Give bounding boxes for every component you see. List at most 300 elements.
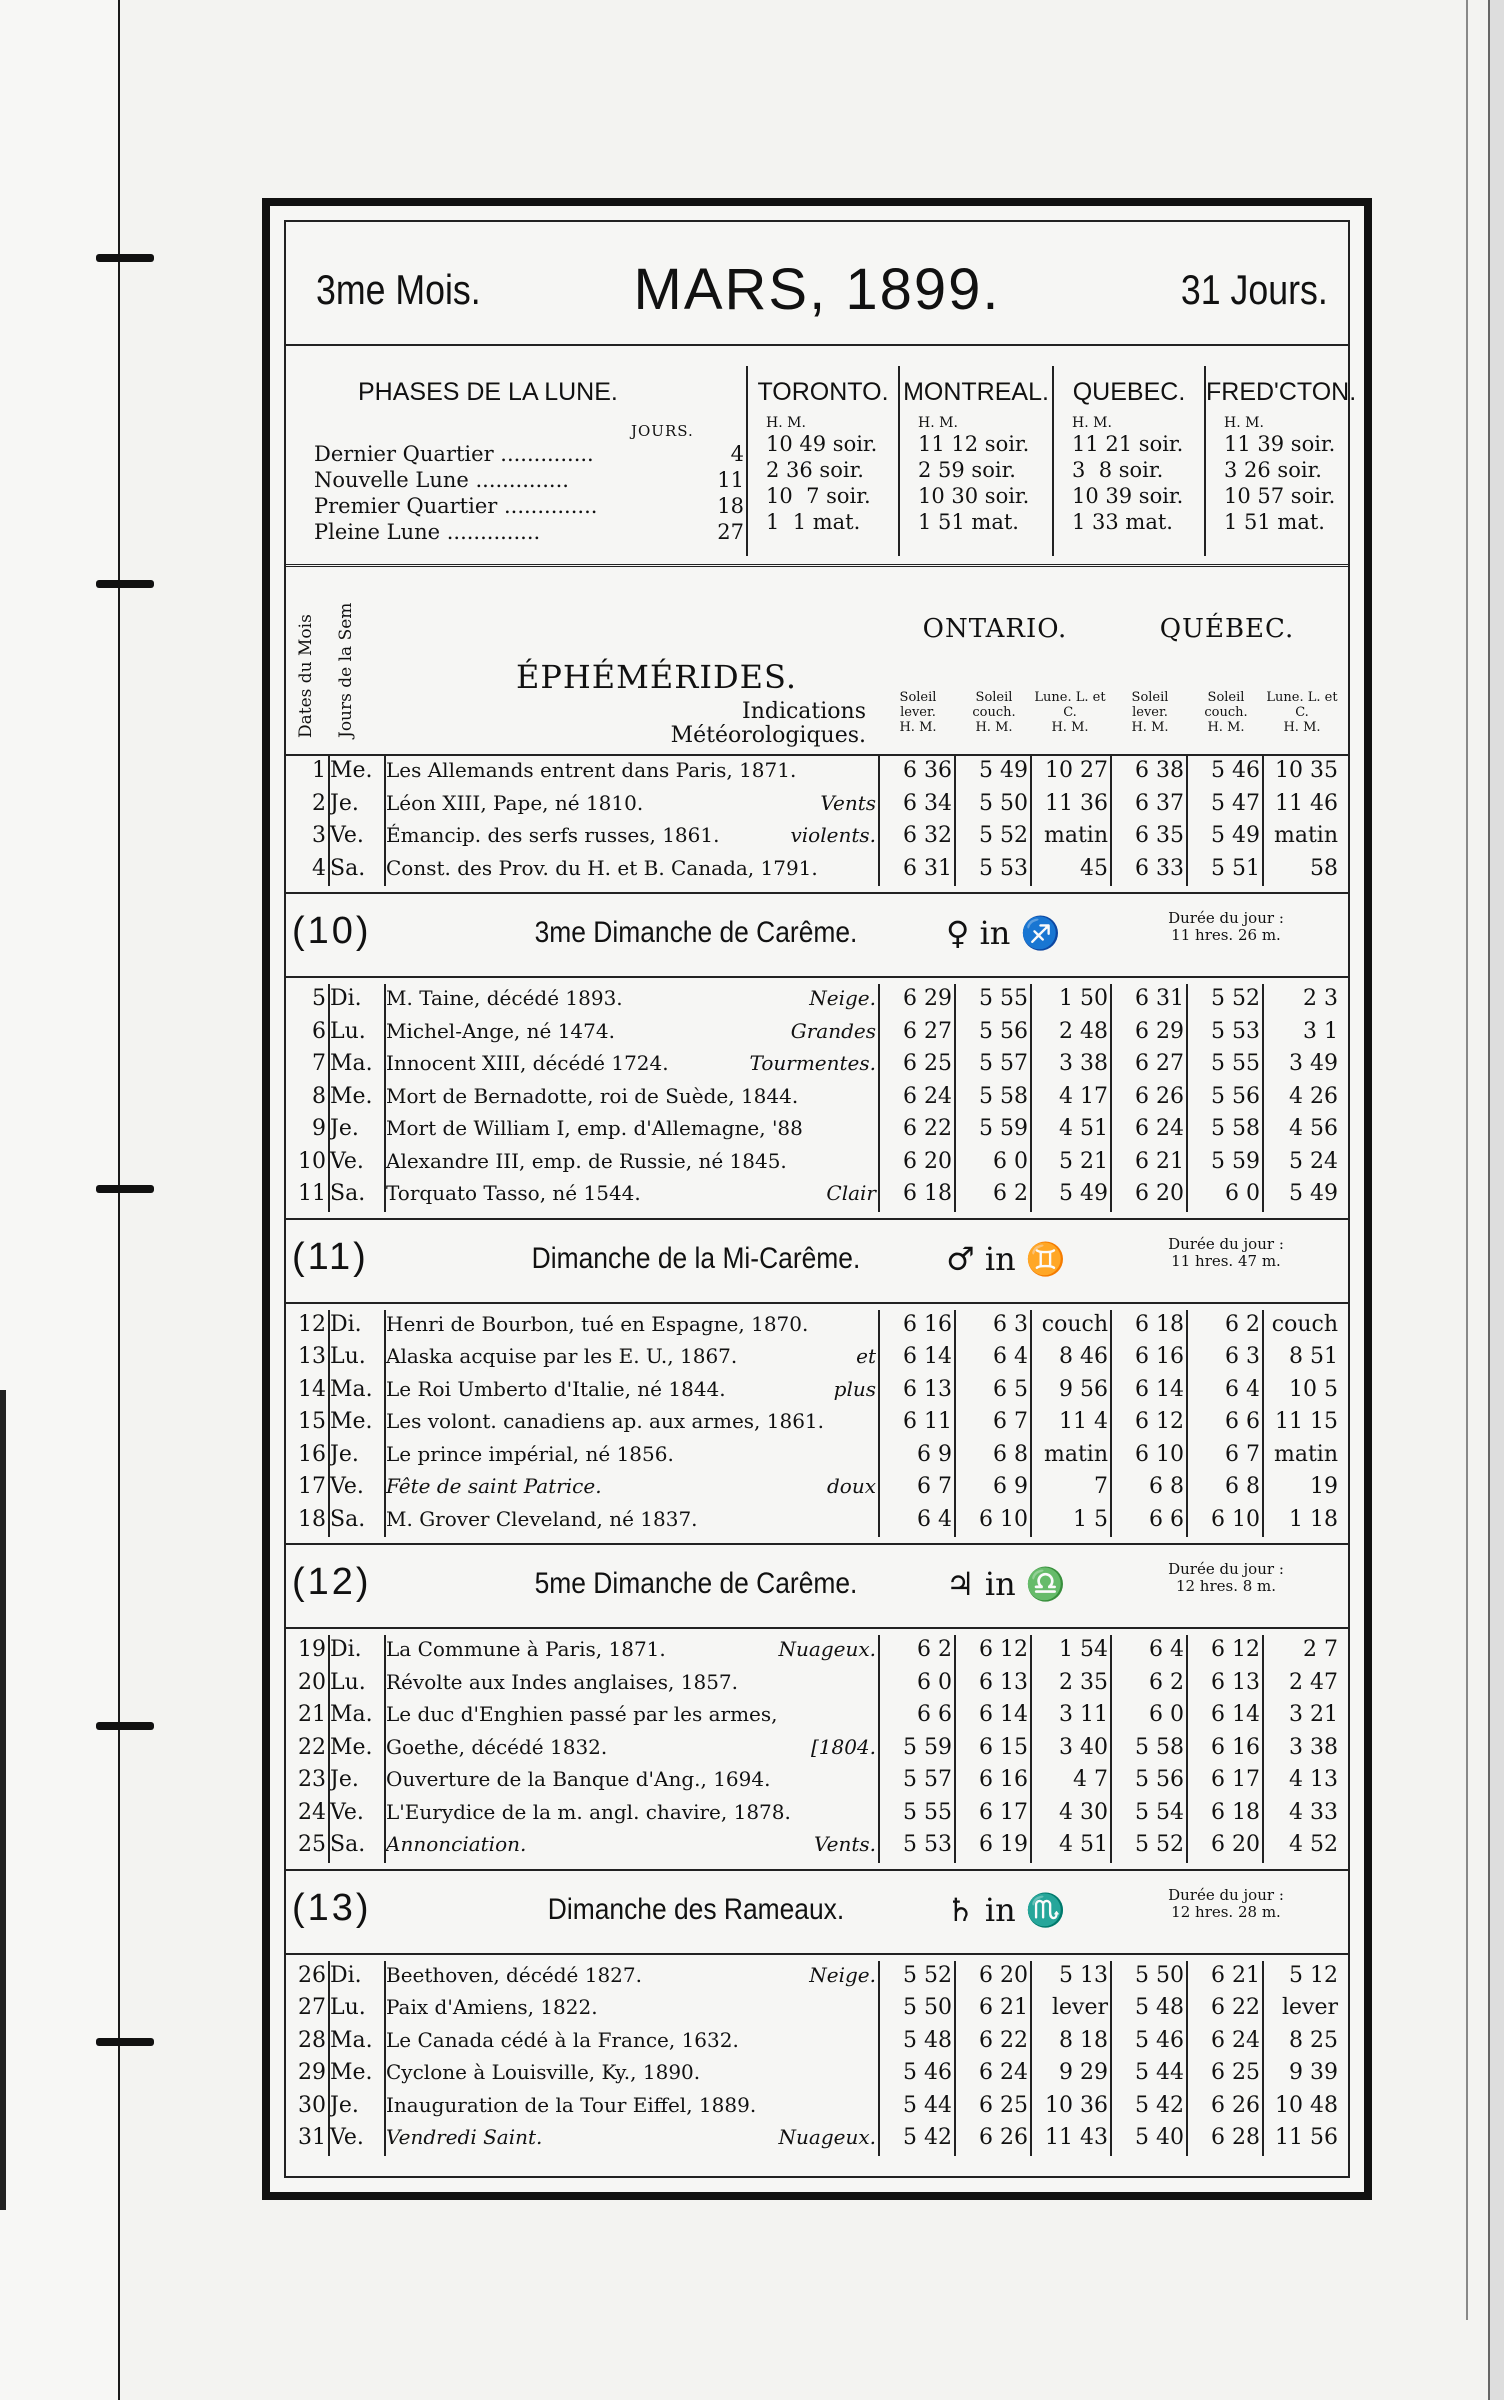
moon-phase-day: 18 <box>717 494 744 518</box>
ontario-moon: 45 <box>1080 855 1108 881</box>
week-rows <box>286 1961 1348 2156</box>
event: L'Eurydice de la m. angl. chavire, 1878. <box>386 1799 791 1824</box>
table-row <box>286 821 1348 854</box>
week-number: (10) <box>292 910 372 952</box>
table-row <box>286 1700 1348 1733</box>
weekday: Ve. <box>330 1799 364 1825</box>
date: 29 <box>298 2060 326 2085</box>
column-rule <box>1262 1961 1264 2156</box>
quebec-moon: 11 46 <box>1275 790 1338 816</box>
ontario-sunrise: 5 53 <box>903 1832 952 1857</box>
event: Émancip. des serfs russes, 1861. <box>386 823 720 847</box>
table-row <box>286 1407 1348 1440</box>
quebec-sunset: 5 47 <box>1211 790 1260 816</box>
event: Le Canada cédé à la France, 1632. <box>386 2027 739 2052</box>
city-name: FRED'CTON. <box>1206 378 1357 406</box>
col-day-header: Jours de la Sem <box>336 602 356 738</box>
quebec-moon: 8 51 <box>1289 1344 1338 1369</box>
column-rule <box>1030 1961 1032 2156</box>
table-row <box>286 1310 1348 1343</box>
ontario-moon: 1 5 <box>1073 1506 1108 1532</box>
ontario-moon: 3 40 <box>1059 1734 1108 1760</box>
date: 22 <box>298 1734 326 1760</box>
event: Inauguration de la Tour Eiffel, 1889. <box>386 2092 757 2117</box>
column-rule <box>1110 984 1112 1212</box>
quebec-sunset: 6 16 <box>1211 1734 1260 1760</box>
date: 24 <box>298 1799 326 1825</box>
quebec-sunset: 6 20 <box>1211 1832 1260 1857</box>
ontario-sunset: 5 58 <box>979 1083 1028 1109</box>
ontario-sunrise: 6 2 <box>917 1637 952 1662</box>
quebec-sunset: 5 55 <box>1211 1051 1260 1076</box>
day-length: Durée du jour : 11 hres. 26 m. <box>1168 909 1284 944</box>
city-name: TORONTO. <box>757 378 889 406</box>
ontario-moon: 4 51 <box>1059 1116 1108 1141</box>
quebec-sunrise: 6 18 <box>1135 1311 1184 1337</box>
column-rule <box>1186 1961 1188 2156</box>
ontario-moon: 4 30 <box>1059 1799 1108 1825</box>
date: 23 <box>298 1767 326 1792</box>
column-rule <box>954 1961 956 2156</box>
weekday: Ma. <box>330 1376 373 1402</box>
month-header <box>286 222 1348 346</box>
ontario-sunrise: 6 6 <box>917 1702 952 1727</box>
date: 30 <box>298 2092 326 2118</box>
table-row <box>286 854 1348 887</box>
quebec-sunrise: 6 10 <box>1135 1441 1184 1467</box>
ontario-sunrise: 5 48 <box>903 2027 952 2053</box>
quebec-moon: 3 21 <box>1289 1702 1338 1727</box>
ontario-sunset: 6 4 <box>993 1344 1028 1369</box>
quebec-sunrise: 6 29 <box>1135 1018 1184 1044</box>
date: 8 <box>312 1083 326 1109</box>
quebec-moon: 11 56 <box>1275 2125 1338 2150</box>
event: Le prince impérial, né 1856. <box>386 1441 674 1466</box>
quebec-moon: 4 56 <box>1289 1116 1338 1141</box>
moon-phase-name: Nouvelle Lune .............. <box>314 468 569 492</box>
ontario-sunset: 6 8 <box>993 1441 1028 1467</box>
quebec-sunrise: 5 40 <box>1135 2125 1184 2150</box>
sun-moon-subheader: Lune. L. et C. H. M. <box>1266 690 1338 735</box>
ontario-sunrise: 5 52 <box>903 1962 952 1988</box>
week-number: (12) <box>292 1561 372 1603</box>
table-row <box>286 1798 1348 1831</box>
event: Cyclone à Louisville, Ky., 1890. <box>386 2060 701 2084</box>
column-rule <box>328 984 330 1212</box>
table-row <box>286 1342 1348 1375</box>
quebec-moon: 4 52 <box>1289 1832 1338 1857</box>
quebec-sunrise: 6 4 <box>1149 1637 1184 1662</box>
weather: violents. <box>790 823 876 847</box>
phase-time: 2 36 soir. <box>766 458 864 482</box>
table-row <box>286 1147 1348 1180</box>
column-rule <box>1110 1635 1112 1863</box>
quebec-moon: 9 39 <box>1289 2060 1338 2085</box>
quebec-sunset: 6 21 <box>1211 1962 1260 1988</box>
moon-phase-day: 4 <box>730 442 744 466</box>
date: 7 <box>312 1051 326 1076</box>
sunday-name: Dimanche de la Mi-Carême. <box>531 1241 861 1275</box>
column-rule <box>1262 756 1264 886</box>
week-rows <box>286 1635 1348 1863</box>
table-row <box>286 789 1348 822</box>
table-row <box>286 1179 1348 1212</box>
phase-time: 10 30 soir. <box>918 484 1030 508</box>
weekday: Me. <box>330 2060 373 2085</box>
ontario-sunset: 6 24 <box>979 2060 1028 2085</box>
quebec-sunset: 6 24 <box>1211 2027 1260 2053</box>
quebec-sunset: 5 49 <box>1211 823 1260 848</box>
quebec-sunrise: 5 48 <box>1135 1995 1184 2020</box>
quebec-moon: 4 26 <box>1289 1083 1338 1109</box>
table-row <box>286 1830 1348 1863</box>
ontario-sunset: 5 56 <box>979 1018 1028 1044</box>
month-number: 3me Mois. <box>316 266 481 313</box>
table-row <box>286 1505 1348 1538</box>
ontario-sunrise: 6 29 <box>903 986 952 1011</box>
table-row <box>286 2123 1348 2156</box>
column-rule <box>384 1635 386 1863</box>
column-rule <box>954 756 956 886</box>
event: Michel-Ange, né 1474. <box>386 1018 615 1043</box>
quebec-sunrise: 6 8 <box>1149 1474 1184 1499</box>
ontario-moon: 4 17 <box>1059 1083 1108 1109</box>
phase-time: 10 7 soir. <box>766 484 871 508</box>
date: 2 <box>312 790 326 816</box>
quebec-sunset: 5 58 <box>1211 1116 1260 1141</box>
column-rule <box>1030 756 1032 886</box>
city-name: QUEBEC. <box>1072 378 1186 406</box>
quebec-sunrise: 6 35 <box>1135 823 1184 848</box>
ontario-sunset: 5 57 <box>979 1051 1028 1076</box>
ontario-sunset: 6 12 <box>979 1637 1028 1662</box>
weekday: Ve. <box>330 1148 364 1174</box>
quebec-moon: 10 48 <box>1275 2092 1338 2118</box>
weekday: Ve. <box>330 1474 364 1499</box>
quebec-sunset: 6 8 <box>1225 1474 1260 1499</box>
binding-stitch <box>96 580 154 588</box>
quebec-sunset: 6 14 <box>1211 1702 1260 1727</box>
column-rule <box>1186 756 1188 886</box>
phase-time: 3 8 soir. <box>1072 458 1164 482</box>
event: Torquato Tasso, né 1544. <box>386 1181 641 1205</box>
ontario-sunrise: 5 59 <box>903 1734 952 1760</box>
column-rule <box>1030 1310 1032 1538</box>
ontario-moon: 11 4 <box>1059 1409 1108 1434</box>
ontario-moon: 8 18 <box>1059 2027 1108 2053</box>
table-row <box>286 1961 1348 1994</box>
ontario-sunset: 6 7 <box>993 1409 1028 1434</box>
quebec-sunset: 6 3 <box>1225 1344 1260 1369</box>
weather: Clair <box>826 1181 876 1205</box>
weekday: Sa. <box>330 855 366 881</box>
event: M. Taine, décédé 1893. <box>386 986 623 1010</box>
weekday: Je. <box>330 1441 359 1467</box>
week-rows <box>286 1310 1348 1538</box>
moon-phase-name: Premier Quartier .............. <box>314 494 598 518</box>
ontario-sunset: 6 3 <box>993 1311 1028 1337</box>
column-rule <box>384 984 386 1212</box>
column-rule <box>878 984 880 1212</box>
event: Mort de Bernadotte, roi de Suède, 1844. <box>386 1083 799 1108</box>
quebec-moon: 5 12 <box>1289 1962 1338 1988</box>
city-name: MONTREAL. <box>903 378 1049 406</box>
event: Paix d'Amiens, 1822. <box>386 1995 598 2019</box>
ontario-moon: 11 36 <box>1045 790 1108 816</box>
binding-stitch <box>96 1722 154 1730</box>
ontario-moon: 10 27 <box>1045 758 1108 783</box>
ephemerides-table <box>286 568 1348 2156</box>
sunday-name: 5me Dimanche de Carême. <box>534 1567 858 1600</box>
ontario-moon: 4 51 <box>1059 1832 1108 1857</box>
ontario-moon: 9 56 <box>1059 1376 1108 1402</box>
ontario-moon: matin <box>1043 1441 1108 1467</box>
weekday: Sa. <box>330 1506 366 1532</box>
column-rule <box>954 1635 956 1863</box>
quebec-sunset: 6 6 <box>1225 1409 1260 1434</box>
ontario-sunset: 6 20 <box>979 1962 1028 1988</box>
day-length: Durée du jour : 11 hres. 47 m. <box>1168 1234 1284 1270</box>
page-edge <box>1488 0 1504 2400</box>
ontario-sunset: 5 50 <box>979 790 1028 816</box>
quebec-sunset: 5 59 <box>1211 1148 1260 1174</box>
table-row <box>286 1635 1348 1668</box>
ontario-sunrise: 6 36 <box>903 758 952 783</box>
sun-moon-subheader: Soleil lever. H. M. <box>899 690 937 735</box>
table-row <box>286 1440 1348 1473</box>
weekday: Ma. <box>330 1051 373 1076</box>
phase-time: 1 33 mat. <box>1072 510 1173 534</box>
column-rule <box>328 1635 330 1863</box>
phase-time: 1 51 mat. <box>1224 510 1325 534</box>
quebec-moon: 1 18 <box>1289 1506 1338 1532</box>
table-row <box>286 1017 1348 1050</box>
quebec-sunrise: 6 12 <box>1135 1409 1184 1434</box>
phase-time: 1 51 mat. <box>918 510 1019 534</box>
quebec-sunset: 6 0 <box>1225 1181 1260 1206</box>
table-row <box>286 1049 1348 1082</box>
weather: Neige. <box>809 1962 876 1987</box>
quebec-moon: 3 49 <box>1289 1051 1338 1076</box>
quebec-sunset: 6 22 <box>1211 1995 1260 2020</box>
column-rule <box>384 1310 386 1538</box>
moon-phase-day: 27 <box>717 520 744 544</box>
event: Alexandre III, emp. de Russie, né 1845. <box>386 1148 787 1173</box>
ontario-sunset: 6 13 <box>979 1669 1028 1695</box>
planet-note: ♄ in ♏ <box>946 1890 1066 1929</box>
week-number: (11) <box>292 1235 369 1278</box>
ontario-sunset: 6 26 <box>979 2125 1028 2150</box>
ontario-sunrise: 6 20 <box>903 1148 952 1174</box>
table-row <box>286 2091 1348 2124</box>
column-rule <box>328 1310 330 1538</box>
month-title: MARS, 1899. <box>633 257 1001 322</box>
moon-phase-row <box>314 442 744 466</box>
quebec-moon: 10 35 <box>1275 758 1338 783</box>
column-rule <box>878 756 880 886</box>
ontario-moon: 2 35 <box>1059 1669 1108 1695</box>
ontario-sunrise: 5 55 <box>903 1799 952 1825</box>
quebec-sunset: 6 10 <box>1211 1506 1260 1532</box>
ontario-moon: 4 7 <box>1073 1767 1108 1792</box>
column-rule <box>1030 984 1032 1212</box>
column-rule <box>1262 1635 1264 1863</box>
event: Henri de Bourbon, tué en Espagne, 1870. <box>386 1311 809 1336</box>
date: 13 <box>298 1344 326 1369</box>
weekday: Me. <box>330 1734 373 1760</box>
ontario-moon: 10 36 <box>1045 2092 1108 2118</box>
ontario-moon: 1 50 <box>1059 986 1108 1011</box>
ontario-sunset: 6 15 <box>979 1734 1028 1760</box>
column-rule <box>1110 756 1112 886</box>
date: 25 <box>298 1832 326 1857</box>
ontario-moon: matin <box>1043 823 1108 848</box>
table-row <box>286 756 1348 789</box>
city-phase-column <box>898 366 1052 556</box>
planet-note: ♃ in ♎ <box>946 1565 1066 1603</box>
weekday: Je. <box>330 790 359 816</box>
event: Ouverture de la Banque d'Ang., 1694. <box>386 1767 771 1791</box>
column-rule <box>1030 1635 1032 1863</box>
quebec-sunrise: 6 6 <box>1149 1506 1184 1532</box>
ontario-sunrise: 6 14 <box>903 1344 952 1369</box>
quebec-moon: 19 <box>1310 1474 1338 1499</box>
quebec-sunrise: 6 14 <box>1135 1376 1184 1402</box>
quebec-sunset: 6 25 <box>1211 2060 1260 2085</box>
date: 16 <box>298 1441 326 1467</box>
quebec-moon: 2 47 <box>1289 1669 1338 1695</box>
phase-time: 2 59 soir. <box>918 458 1016 482</box>
ontario-sunrise: 6 13 <box>903 1376 952 1402</box>
weekday: Lu. <box>330 1018 366 1044</box>
hm-label: H. M. <box>918 415 958 431</box>
date: 26 <box>298 1962 326 1988</box>
city-phase-column <box>1204 366 1357 556</box>
date: 15 <box>298 1409 326 1434</box>
table-row <box>286 2026 1348 2059</box>
moon-phases <box>286 346 1357 567</box>
date: 11 <box>298 1181 326 1206</box>
table-row <box>286 1765 1348 1798</box>
weather: Neige. <box>809 986 876 1010</box>
ontario-header: ONTARIO. <box>922 614 1068 644</box>
weekday: Me. <box>330 1409 373 1434</box>
date: 3 <box>312 823 326 848</box>
sunday-name: 3me Dimanche de Carême. <box>534 916 858 949</box>
quebec-sunrise: 5 44 <box>1135 2060 1184 2085</box>
ontario-sunrise: 6 7 <box>917 1474 952 1499</box>
week-rows <box>286 984 1348 1212</box>
jours-label: JOURS. <box>631 422 694 440</box>
phase-time: 11 21 soir. <box>1072 432 1184 456</box>
planet-note: ♀ in ♐ <box>946 914 1061 952</box>
ephemerides-title: ÉPHÉMÉRIDES. <box>516 658 797 696</box>
day-length: Durée du jour : 12 hres. 28 m. <box>1168 1885 1284 1921</box>
ontario-sunrise: 6 25 <box>903 1051 952 1076</box>
week-heading <box>286 1218 1348 1304</box>
date: 5 <box>312 986 326 1011</box>
ontario-sunrise: 5 50 <box>903 1995 952 2020</box>
event: Léon XIII, Pape, né 1810. <box>386 790 644 815</box>
date: 12 <box>298 1311 326 1337</box>
quebec-sunset: 6 28 <box>1211 2125 1260 2150</box>
weekday: Di. <box>330 986 362 1011</box>
table-row <box>286 1472 1348 1505</box>
moon-phase-day: 11 <box>717 468 744 492</box>
ontario-moon: 11 43 <box>1045 2125 1108 2150</box>
column-rule <box>384 1961 386 2156</box>
date: 28 <box>298 2027 326 2053</box>
event: Les volont. canadiens ap. aux armes, 1861. <box>386 1409 825 1433</box>
event: La Commune à Paris, 1871. <box>386 1637 666 1661</box>
phase-time: 11 12 soir. <box>918 432 1030 456</box>
ontario-sunrise: 5 44 <box>903 2092 952 2118</box>
ontario-sunset: 6 2 <box>993 1181 1028 1206</box>
date: 18 <box>298 1506 326 1532</box>
quebec-sunset: 6 18 <box>1211 1799 1260 1825</box>
date: 1 <box>312 758 326 783</box>
quebec-sunrise: 5 46 <box>1135 2027 1184 2053</box>
ontario-sunset: 5 55 <box>979 986 1028 1011</box>
phase-time: 3 26 soir. <box>1224 458 1322 482</box>
quebec-moon: 3 1 <box>1303 1018 1338 1044</box>
quebec-sunrise: 6 21 <box>1135 1148 1184 1174</box>
moon-phase-row <box>314 520 744 544</box>
week-heading <box>286 892 1348 978</box>
ontario-sunset: 6 9 <box>993 1474 1028 1499</box>
quebec-sunrise: 6 16 <box>1135 1344 1184 1369</box>
moon-phase-name: Dernier Quartier .............. <box>314 442 594 466</box>
quebec-sunrise: 5 58 <box>1135 1734 1184 1760</box>
day-length: Durée du jour : 12 hres. 8 m. <box>1168 1560 1284 1595</box>
event: Le duc d'Enghien passé par les armes, <box>386 1702 778 1726</box>
moon-phases-title: PHASES DE LA LUNE. <box>358 378 618 406</box>
ontario-sunrise: 6 27 <box>903 1018 952 1044</box>
ontario-sunset: 6 16 <box>979 1767 1028 1792</box>
city-phase-column <box>746 366 898 556</box>
ontario-sunset: 6 22 <box>979 2027 1028 2053</box>
ontario-sunset: 5 49 <box>979 758 1028 783</box>
weather: Tourmentes. <box>749 1051 876 1075</box>
weekday: Lu. <box>330 1344 366 1369</box>
date: 27 <box>298 1995 326 2020</box>
quebec-sunrise: 6 26 <box>1135 1083 1184 1109</box>
ontario-sunrise: 6 0 <box>917 1669 952 1695</box>
column-rule <box>328 756 330 886</box>
week-rows <box>286 756 1348 886</box>
planet-note: ♂ in ♊ <box>946 1239 1066 1278</box>
sun-moon-subheader: Lune. L. et C. H. M. <box>1034 690 1106 735</box>
hm-label: H. M. <box>1224 415 1264 431</box>
date: 14 <box>298 1376 326 1402</box>
ontario-moon: couch <box>1041 1311 1108 1337</box>
event: Alaska acquise par les E. U., 1867. <box>386 1344 738 1368</box>
sun-moon-subheader: Soleil couch. H. M. <box>972 690 1016 735</box>
weekday: Di. <box>330 1962 362 1988</box>
quebec-moon: 11 15 <box>1275 1409 1338 1434</box>
event: Beethoven, décédé 1827. <box>386 1962 642 1987</box>
event: Fête de saint Patrice. <box>386 1474 602 1498</box>
column-rule <box>1186 984 1188 1212</box>
ontario-sunset: 6 5 <box>993 1376 1028 1402</box>
quebec-moon: 4 33 <box>1289 1799 1338 1825</box>
weekday: Je. <box>330 2092 359 2118</box>
quebec-moon: 58 <box>1310 855 1338 881</box>
ontario-moon: 8 46 <box>1059 1344 1108 1369</box>
quebec-sunrise: 5 54 <box>1135 1799 1184 1825</box>
ontario-sunrise: 5 42 <box>903 2125 952 2150</box>
ontario-sunrise: 6 22 <box>903 1116 952 1141</box>
